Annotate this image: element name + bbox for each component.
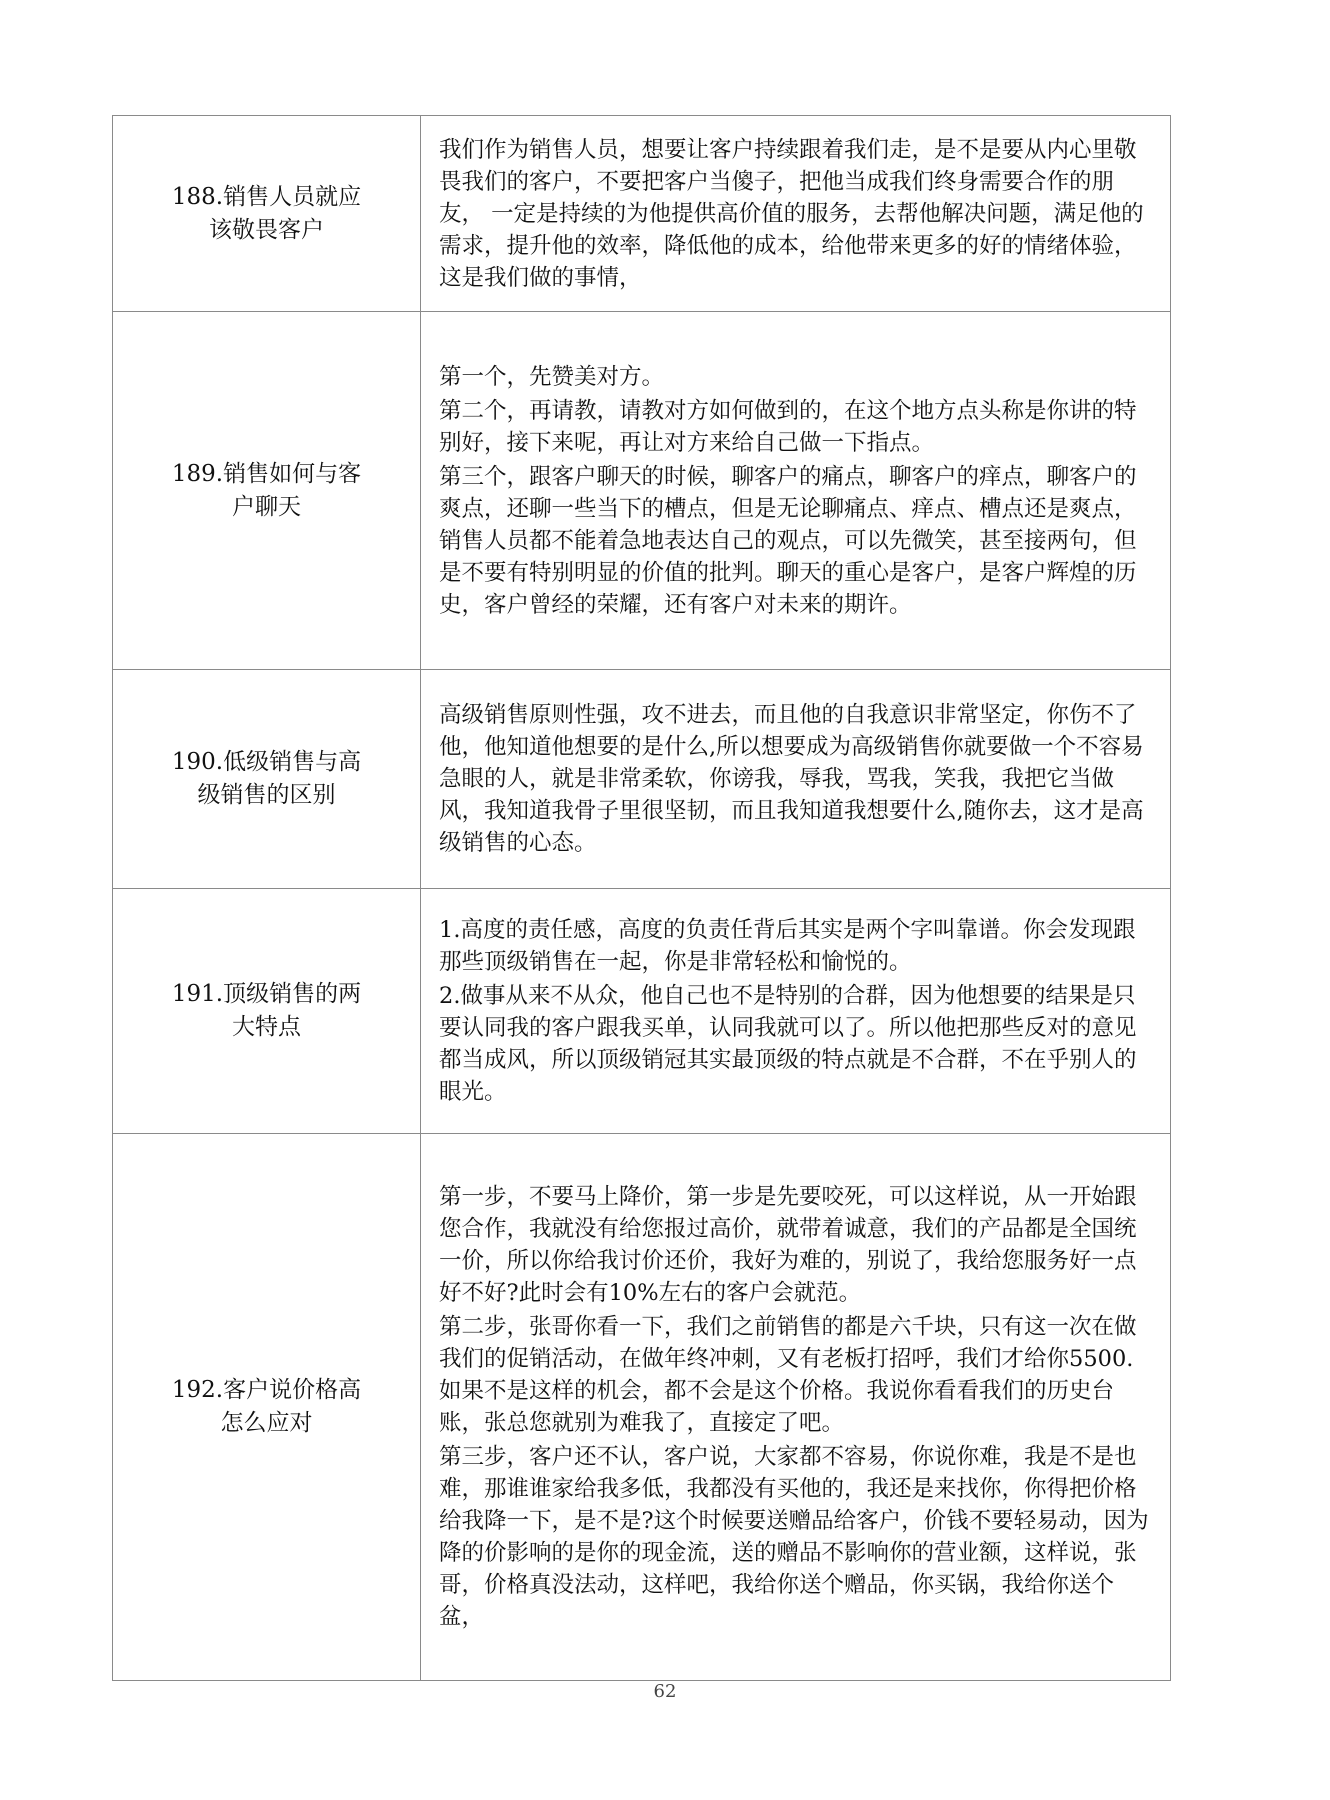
page-number: 62 [653, 1681, 677, 1702]
row-body-cell [421, 312, 1171, 670]
content-table [112, 115, 1171, 1681]
paragraph: 第二步，张哥你看一下，我们之前销售的都是六千块，只有这一次在做我们的促销活动，在做年终冲刺，又有老板打招呼，我们才给你5500.如果不是这样的机会，都不会是这个价格。我说你看看我们的历史台账，张总您就别为难我了，直接定了吧。 [439, 1314, 1137, 1436]
paragraph: 2.做事从来不从众，他自己也不是特别的合群，因为他想要的结果是只要认同我的客户跟我买单，认同我就可以了。所以他把那些反对的意见都当成风，所以顶级销冠其实最顶级的特点就是不合群，不在乎别人的眼光。 [439, 983, 1137, 1105]
row-title: 191.顶级销售的两大特点 [171, 981, 362, 1040]
paragraph: 第一步，不要马上降价，第一步是先要咬死，可以这样说，从一开始跟您合作，我就没有给您报过高价，就带着诚意，我们的产品都是全国统一价，所以你给我讨价还价，我好为难的，别说了，我给您服务好一点好不好?此时会有10%左右的客户会就范。 [439, 1184, 1137, 1306]
row-title-cell [113, 312, 421, 670]
paragraph: 1.高度的责任感，高度的负责任背后其实是两个字叫靠谱。你会发现跟那些顶级销售在一起，你是非常轻松和愉悦的。 [439, 917, 1136, 975]
paragraph: 第三个，跟客户聊天的时候，聊客户的痛点，聊客户的痒点，聊客户的爽点，还聊一些当下的槽点，但是无论聊痛点、痒点、槽点还是爽点，销售人员都不能着急地表达自己的观点，可以先微笑，甚至接两句，但是不要有特别明显的价值的批判。聊天的重心是客户，是客户辉煌的历史，客户曾经的荣耀，还有客户对未来的期许。 [439, 463, 1137, 618]
row-title: 192.客户说价格高怎么应对 [171, 1377, 362, 1436]
row-title-cell [113, 670, 421, 889]
row-body-cell [421, 889, 1171, 1134]
row-body-cell [421, 670, 1171, 889]
row-title: 188.销售人员就应该敬畏客户 [171, 183, 362, 243]
paragraph: 高级销售原则性强，攻不进去，而且他的自我意识非常坚定，你伤不了他，他知道他想要的是什么,所以想要成为高级销售你就要做一个不容易急眼的人，就是非常柔软，你谤我，辱我，骂我，笑我，我把它当做风，我知道我骨子里很坚韧，而且我知道我想要什么,随你去，这才是高级销售的心态。 [439, 702, 1144, 856]
row-title: 189.销售如何与客户聊天 [171, 460, 362, 520]
table-row [113, 889, 1171, 1134]
paragraph: 第一个，先赞美对方。 [439, 363, 665, 390]
row-body-cell [421, 116, 1171, 312]
table-row [113, 1134, 1171, 1681]
row-title-cell [113, 116, 421, 312]
row-title-cell [113, 1134, 421, 1681]
paragraph: 我们作为销售人员，想要让客户持续跟着我们走，是不是要从内心里敬畏我们的客户，不要把客户当傻子，把他当成我们终身需要合作的朋友， 一定是持续的为他提供高价值的服务，去帮他解决问题，满足他的需求，提升他的效率，降低他的成本，给他带来更多的好的情绪体验，这是我们做的事情， [439, 136, 1144, 291]
row-body-cell [421, 1134, 1171, 1681]
row-title-cell [113, 889, 421, 1134]
paragraph: 第三步，客户还不认，客户说，大家都不容易，你说你难，我是不是也难，那谁谁家给我多低，我都没有买他的，我还是来找你，你得把价格给我降一下，是不是?这个时候要送赠品给客户，价钱不要轻易动，因为降的价影响的是你的现金流，送的赠品不影响你的营业额，这样说，张哥，价格真没法动，这样吧，我给你送个赠品，你买锅，我给你送个盆， [439, 1444, 1149, 1630]
table-row [113, 670, 1171, 889]
paragraph: 第二个，再请教，请教对方如何做到的，在这个地方点头称是你讲的特别好，接下来呢，再让对方来给自己做一下指点。 [439, 397, 1137, 456]
row-title: 190.低级销售与高级销售的区别 [171, 749, 362, 808]
table-row [113, 116, 1171, 312]
table-row [113, 312, 1171, 670]
